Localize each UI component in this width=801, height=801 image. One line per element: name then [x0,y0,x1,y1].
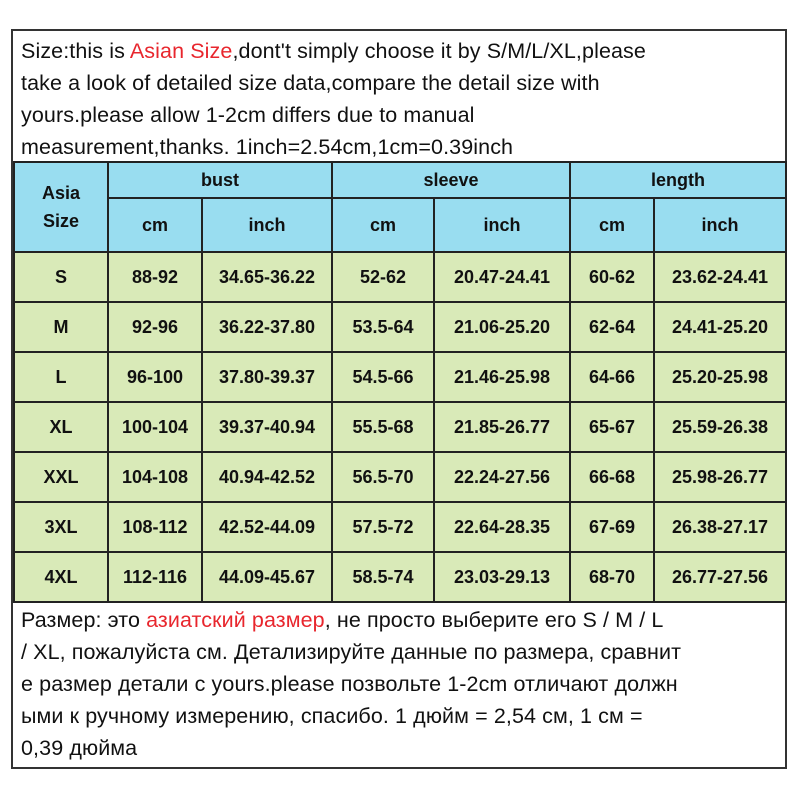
unit-header: inch [434,198,570,252]
asia-size-header [14,162,108,252]
table-row [14,302,786,352]
size-cell: 4XL [14,552,108,602]
note-line: / XL, пожалуйста см. Детализируйте данные по размера, сравнит [21,640,682,664]
size-cell: 3XL [14,502,108,552]
bust-inch-cell: 37.80-39.37 [202,352,332,402]
sleeve-inch-cell: 21.06-25.20 [434,302,570,352]
bust-inch-cell: 34.65-36.22 [202,252,332,302]
sleeve-cm-cell: 53.5-64 [332,302,434,352]
bust-inch-cell: 39.37-40.94 [202,402,332,452]
note-line: 0,39 дюйма [21,736,138,760]
size-chart-frame [11,29,787,769]
asia-size-header-line1: Asia [41,183,81,203]
unit-header: cm [570,198,654,252]
unit-header: cm [332,198,434,252]
length-inch-cell: 26.38-27.17 [654,502,786,552]
table-row [14,502,786,552]
sleeve-cm-cell: 58.5-74 [332,552,434,602]
sleeve-inch-cell: 20.47-24.41 [434,252,570,302]
length-cm-cell: 67-69 [570,502,654,552]
size-table [13,161,787,603]
bust-header: bust [108,162,332,198]
note-line: measurement,thanks. 1inch=2.54cm,1cm=0.39inch [21,135,514,159]
length-cm-cell: 65-67 [570,402,654,452]
length-cm-cell: 62-64 [570,302,654,352]
sleeve-cm-cell: 55.5-68 [332,402,434,452]
note-text: Size:this is [21,39,130,63]
length-inch-cell: 25.98-26.77 [654,452,786,502]
size-cell: S [14,252,108,302]
bust-inch-cell: 40.94-42.52 [202,452,332,502]
bust-inch-cell: 36.22-37.80 [202,302,332,352]
note-line: yours.please allow 1-2cm differs due to manual [21,103,475,127]
bust-cm-cell: 88-92 [108,252,202,302]
unit-header: cm [108,198,202,252]
asian-size-highlight: Asian Size [129,39,233,63]
table-row [14,452,786,502]
note-text: Размер: это [21,608,147,632]
note-line: ыми к ручному измерению, спасибо. 1 дюйм = 2,54 см, 1 см = [21,704,643,728]
length-inch-cell: 25.20-25.98 [654,352,786,402]
sleeve-cm-cell: 57.5-72 [332,502,434,552]
size-cell: XXL [14,452,108,502]
table-row [14,552,786,602]
sleeve-header: sleeve [332,162,570,198]
asia-size-header-line2: Size [42,211,80,231]
length-cm-cell: 64-66 [570,352,654,402]
note-line [21,604,781,636]
note-line [21,35,781,67]
note-text: , не просто выберите его S / M / L [324,608,664,632]
sleeve-cm-cell: 54.5-66 [332,352,434,402]
bust-cm-cell: 92-96 [108,302,202,352]
note-line: take a look of detailed size data,compare the detail size with [21,71,600,95]
table-row [14,402,786,452]
size-cell: L [14,352,108,402]
sleeve-inch-cell: 21.46-25.98 [434,352,570,402]
bust-inch-cell: 44.09-45.67 [202,552,332,602]
sleeve-cm-cell: 52-62 [332,252,434,302]
unit-header: inch [654,198,786,252]
length-cm-cell: 68-70 [570,552,654,602]
bust-cm-cell: 104-108 [108,452,202,502]
sleeve-cm-cell: 56.5-70 [332,452,434,502]
bust-cm-cell: 108-112 [108,502,202,552]
sleeve-inch-cell: 23.03-29.13 [434,552,570,602]
length-header: length [570,162,786,198]
bust-inch-cell: 42.52-44.09 [202,502,332,552]
length-inch-cell: 25.59-26.38 [654,402,786,452]
asian-size-highlight: азиатский размер [146,608,325,632]
size-cell: M [14,302,108,352]
table-row [14,252,786,302]
bust-cm-cell: 112-116 [108,552,202,602]
sleeve-inch-cell: 22.64-28.35 [434,502,570,552]
sleeve-inch-cell: 22.24-27.56 [434,452,570,502]
bust-cm-cell: 100-104 [108,402,202,452]
length-inch-cell: 26.77-27.56 [654,552,786,602]
unit-header: inch [202,198,332,252]
header-row-units [14,198,786,252]
length-inch-cell: 23.62-24.41 [654,252,786,302]
note-line: е размер детали с yours.please позвольте 1-2cm отличают должн [21,672,678,696]
size-note-russian [21,604,781,764]
size-cell: XL [14,402,108,452]
size-note-english [21,35,781,163]
length-cm-cell: 60-62 [570,252,654,302]
length-cm-cell: 66-68 [570,452,654,502]
length-inch-cell: 24.41-25.20 [654,302,786,352]
note-text: ,dont't simply choose it by S/M/L/XL,please [232,39,646,63]
header-row-groups [14,162,786,198]
bust-cm-cell: 96-100 [108,352,202,402]
table-row [14,352,786,402]
sleeve-inch-cell: 21.85-26.77 [434,402,570,452]
